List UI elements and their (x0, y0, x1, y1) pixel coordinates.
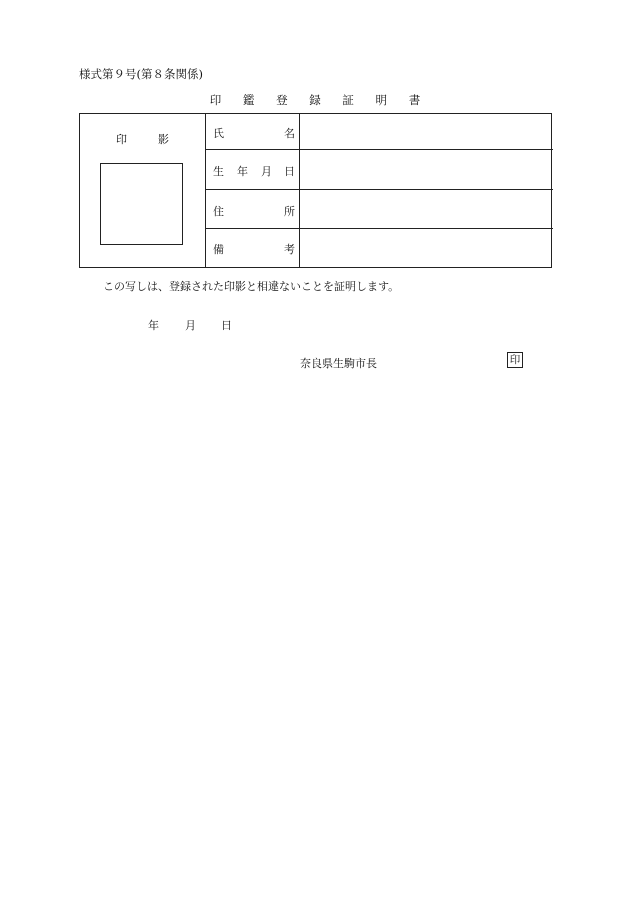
label-char: 年 (237, 165, 248, 178)
row-birth-date-label (206, 150, 300, 189)
seal-impression-cell (80, 114, 206, 267)
certificate-table (79, 113, 552, 268)
remarks-value-field[interactable] (300, 229, 553, 267)
row-name (206, 114, 553, 150)
seal-impression-box (100, 163, 183, 245)
birth-date-value-field[interactable] (300, 150, 553, 189)
issue-date-line (148, 317, 232, 333)
date-day-label: 日 (221, 319, 232, 332)
label-char: 名 (284, 127, 295, 140)
label-char: 生 (213, 165, 224, 178)
certification-statement: この写しは、登録された印影と相違ないことを証明します。 (103, 280, 400, 293)
official-seal-mark: 印 (507, 352, 523, 368)
label-char: 考 (284, 243, 295, 256)
row-name-label (206, 114, 300, 149)
row-remarks (206, 229, 553, 267)
date-month-label: 月 (185, 319, 196, 332)
form-number: 様式第９号(第８条関係) (79, 67, 203, 81)
label-char: 所 (284, 205, 295, 218)
row-birth-date (206, 150, 553, 190)
label-char: 日 (284, 165, 295, 178)
label-char: 月 (261, 165, 272, 178)
date-year-label: 年 (148, 319, 159, 332)
seal-label-char: 印 (116, 133, 127, 146)
row-remarks-label (206, 229, 300, 267)
label-char: 備 (213, 243, 224, 256)
issuer-name: 奈良県生駒市長 (300, 357, 377, 370)
label-char: 住 (213, 205, 224, 218)
address-value-field[interactable] (300, 190, 553, 228)
row-address-label (206, 190, 300, 228)
row-address (206, 190, 553, 229)
seal-label-char: 影 (158, 133, 169, 146)
label-char: 氏 (213, 127, 224, 140)
document-title: 印 鑑 登 録 証 明 書 (209, 93, 430, 107)
name-value-field[interactable] (300, 114, 553, 149)
